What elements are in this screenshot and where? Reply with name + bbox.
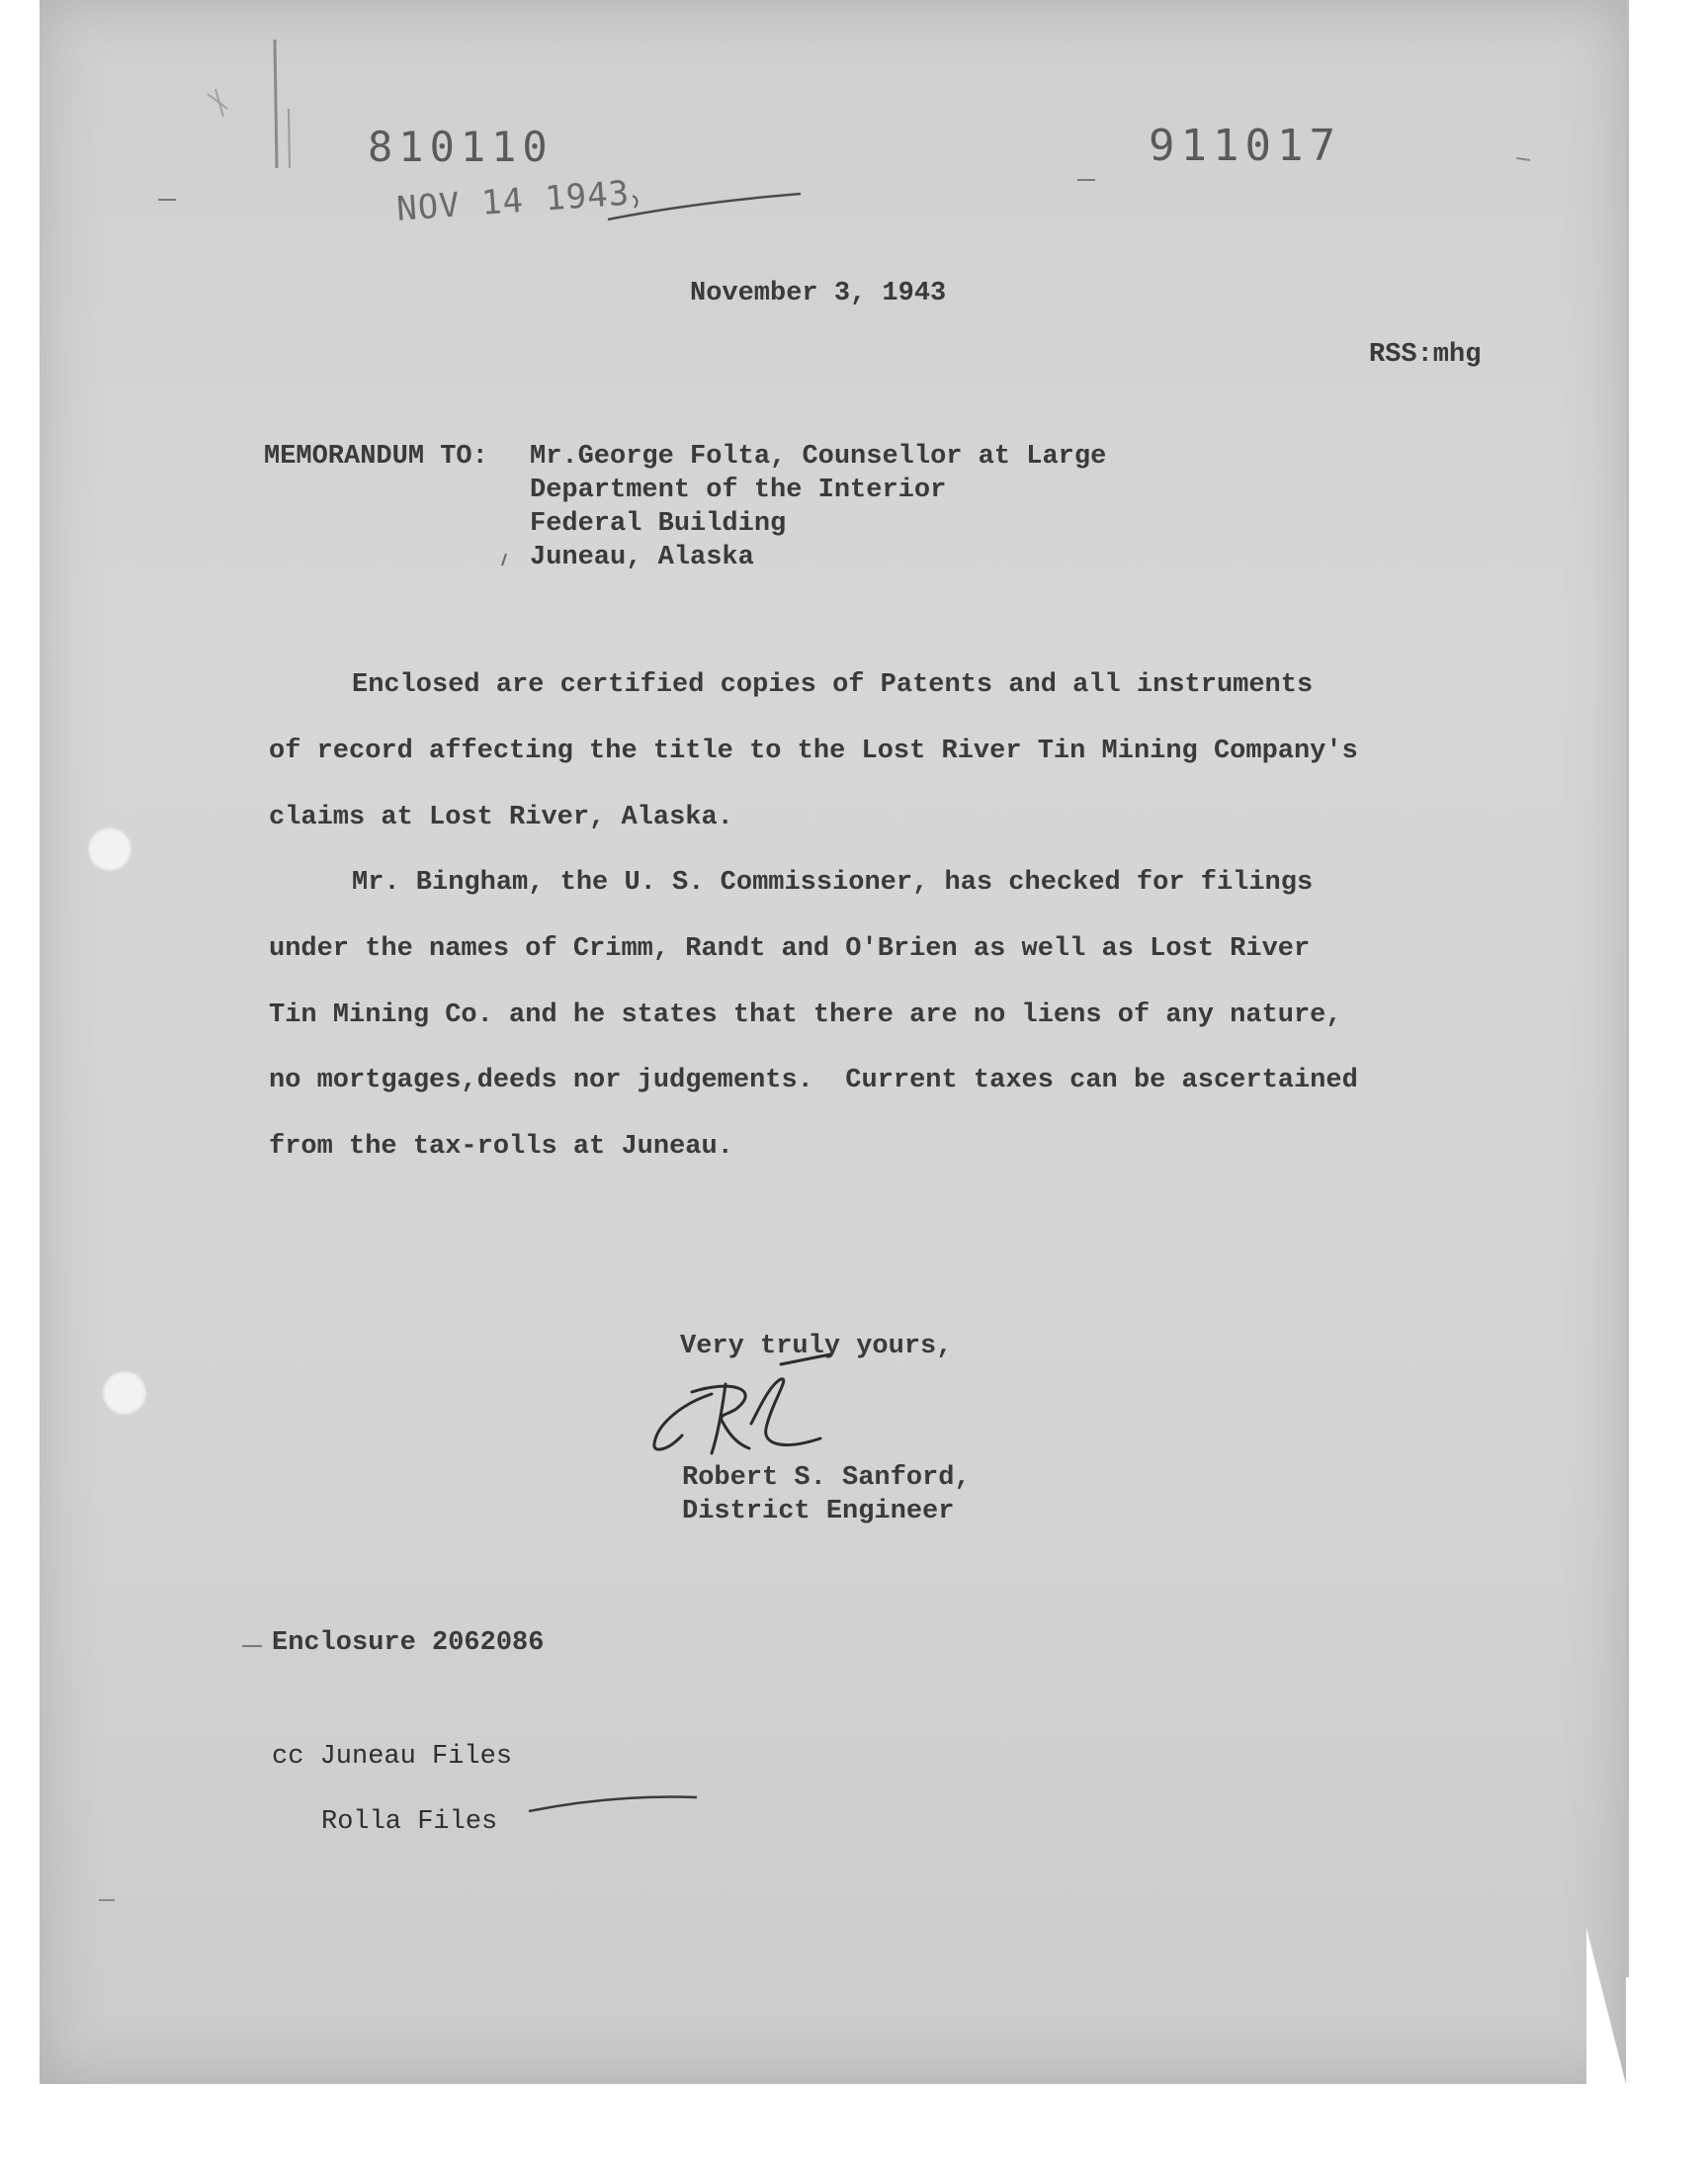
address-line-2: Department of the Interior: [530, 476, 947, 505]
margin-tick: [1516, 158, 1530, 160]
received-date-stamp: NOV 14 1943: [395, 173, 632, 229]
signature-initials: [654, 1354, 830, 1453]
enclosure-note: Enclosure 2062086: [272, 1628, 545, 1658]
body-line: Tin Mining Co. and he states that there are no liens of any nature,: [269, 1000, 1342, 1030]
file-number-right-stamp: 911017: [1149, 121, 1341, 171]
cc-line-1: cc Juneau Files: [272, 1742, 513, 1772]
pen-mark: [208, 89, 227, 117]
memorandum-label: MEMORANDUM TO:: [264, 442, 488, 472]
body-line: under the names of Crimm, Randt and O'Brien as well as Lost River: [269, 934, 1311, 964]
signatory-name: Robert S. Sanford,: [682, 1463, 971, 1493]
margin-tick: [502, 554, 506, 566]
memo-date: November 3, 1943: [690, 279, 947, 308]
body-line: from the tax-rolls at Juneau.: [269, 1132, 733, 1162]
pen-mark: [289, 109, 290, 168]
body-line: Mr. Bingham, the U. S. Commissioner, has checked for filings: [352, 868, 1314, 898]
signatory-title: District Engineer: [682, 1497, 955, 1526]
pen-mark: [633, 196, 638, 208]
pen-mark: [275, 40, 277, 168]
file-number-left-stamp: 810110: [368, 123, 554, 171]
address-line-3: Federal Building: [530, 509, 787, 539]
body-line: no mortgages,deeds nor judgements. Current taxes can be ascertained: [269, 1066, 1358, 1095]
cc-line-2: Rolla Files: [321, 1807, 498, 1837]
pen-stroke-date: [608, 194, 801, 219]
reference-initials: RSS:mhg: [1369, 340, 1482, 370]
body-line: claims at Lost River, Alaska.: [269, 803, 733, 832]
pen-stroke-cc: [529, 1797, 697, 1811]
body-line: Enclosed are certified copies of Patents and all instruments: [352, 670, 1314, 700]
body-line: of record affecting the title to the Lost River Tin Mining Company's: [269, 737, 1358, 766]
address-line-1: Mr.George Folta, Counsellor at Large: [530, 442, 1107, 472]
closing-salutation: Very truly yours,: [680, 1332, 953, 1361]
address-line-4: Juneau, Alaska: [530, 543, 754, 572]
